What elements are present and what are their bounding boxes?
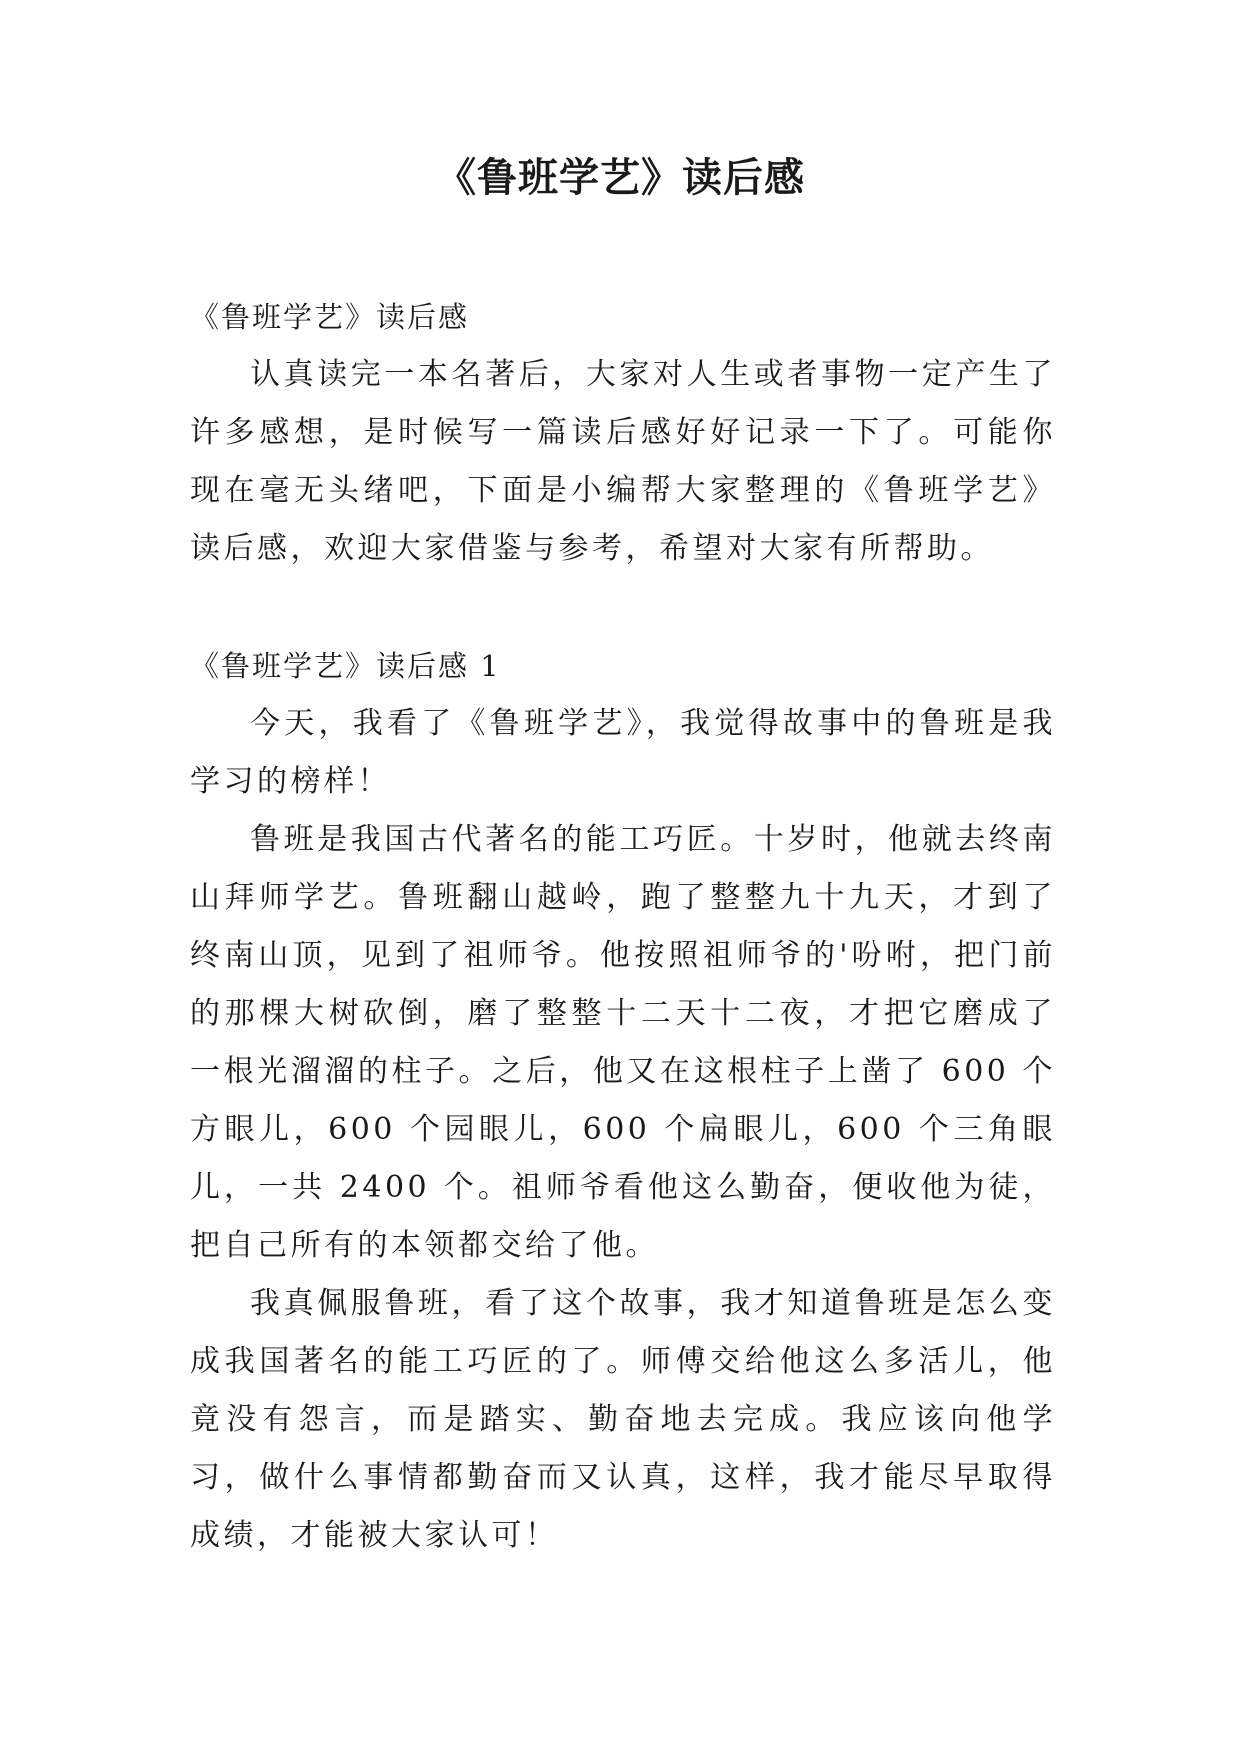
essay-paragraph: 我真佩服鲁班，看了这个故事，我才知道鲁班是怎么变成我国著名的能工巧匠的了。师傅交给他这么多活儿，他竟没有怨言，而是踏实、勤奋地去完成。我应该向他学习，做什么事情都勤奋而又认真，这样，我才能尽早取得成绩，才能被大家认可！ (190, 1286, 1056, 1553)
document-title: 《鲁班学艺》读后感 (436, 154, 805, 201)
intro-section (190, 288, 1056, 578)
intro-heading: 《鲁班学艺》读后感 (190, 300, 470, 334)
essay-paragraph: 今天，我看了《鲁班学艺》，我觉得故事中的鲁班是我学习的榜样！ (190, 706, 1056, 799)
essay-paragraph: 鲁班是我国古代著名的能工巧匠。十岁时，他就去终南山拜师学艺。鲁班翻山越岭，跑了整整九十九天，才到了终南山顶，见到了祖师爷。他按照祖师爷的'吩咐，把门前的那棵大树砍倒，磨了整整十二天十二夜，才把它磨成了一根光溜溜的柱子。之后，他又在这根柱子上凿了 600 个方眼儿，600 个园眼儿，600 个扁眼儿，600 个三角眼儿，一共 2400 个。祖师爷看他这么勤奋，便收他为徒，把自己所有的本领都交给了他。 (190, 822, 1056, 1263)
essay-heading: 《鲁班学艺》读后感 1 (190, 649, 501, 683)
intro-paragraph: 认真读完一本名著后，大家对人生或者事物一定产生了许多感想，是时候写一篇读后感好好记录一下了。可能你现在毫无头绪吧，下面是小编帮大家整理的《鲁班学艺》读后感，欢迎大家借鉴与参考，希望对大家有所帮助。 (190, 357, 1056, 566)
essay-section-1 (190, 637, 1056, 1565)
